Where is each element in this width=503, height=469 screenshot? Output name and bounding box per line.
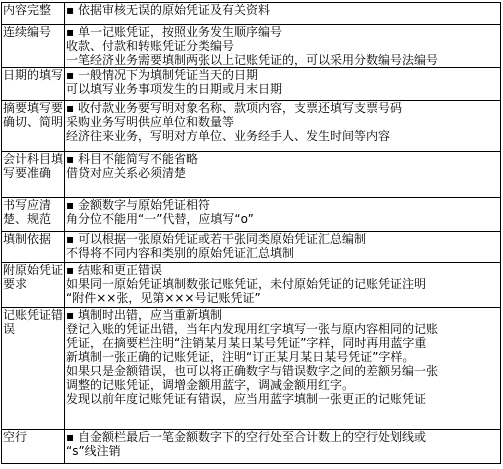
- content-line: 采购业务写明供应单位和数量等: [66, 115, 235, 129]
- content-line: 新填制一张正确的记账凭证，注明“订正某月某日某号凭证”字样。: [66, 350, 415, 364]
- voucher-rules-table: [1, 2, 501, 464]
- row-content: [65, 308, 501, 430]
- row-content: [65, 263, 501, 308]
- content-line: 不得将不同内容和类别的原始凭证汇总填制: [66, 246, 295, 260]
- content-line: ▪ 依据审核无误的原始凭证及有关资料: [66, 3, 270, 17]
- row-label: 空行: [2, 430, 65, 464]
- content-line: ▪ 单一记账凭证，按照业务发生顺序编号: [66, 25, 282, 39]
- row-label: 内容完整: [2, 3, 65, 25]
- content-line: 借贷对应关系必须清楚: [66, 166, 187, 180]
- table-row: [2, 152, 501, 198]
- content-line: ▪ 可以根据一张原始凭证或若干张同类原始凭证汇总编制: [66, 232, 366, 246]
- table-row: [2, 25, 501, 68]
- content-line: ▪ 金额数字与原始凭证相符: [66, 198, 210, 212]
- content-line: 可以填写业务事项发生的日期或月末日期: [66, 82, 283, 96]
- table-row: [2, 3, 501, 25]
- content-line: 调整的记账凭证，调增金额用蓝字，调减金额用红字。: [66, 378, 355, 392]
- content-line: “附件××张，见第×××号记账凭证”: [66, 291, 261, 305]
- row-label: 书写应清楚、规范: [2, 198, 65, 232]
- content-line: 经济往来业务，写明对方单位、业务经手人、发生时间等内容: [66, 129, 391, 143]
- content-line: “s”线注销: [66, 444, 121, 458]
- row-label: 摘要填写要确切、简明: [2, 101, 65, 152]
- table-row: [2, 308, 501, 430]
- content-line: 如果只是金额错误，也可以将正确数字与错误数字之间的差额另编一张: [66, 364, 439, 378]
- row-content: [65, 152, 501, 198]
- row-content: [65, 3, 501, 25]
- content-line: 如果同一原始凭证填制数张记账凭证，未付原始凭证的记账凭证注明: [66, 277, 427, 291]
- content-line: 角分位不能用“一”代替，应填写“o”: [66, 212, 254, 226]
- row-content: [65, 198, 501, 232]
- content-line: 凭证，在摘要栏注明“注销某月某日某号凭证”字样，同时再用蓝字重: [66, 336, 427, 350]
- row-label: 填制依据: [2, 232, 65, 263]
- row-label: 连续编号: [2, 25, 65, 68]
- content-line: ▪ 科目不能简写不能省略: [66, 152, 198, 166]
- row-label: 会计科目填写要准确: [2, 152, 65, 198]
- content-line: 一笔经济业务需要填制两张以上记账凭证的，可以采用分数编号法编号: [66, 53, 439, 67]
- table-row: [2, 430, 501, 464]
- content-line: ▪ 一般情况下为填制凭证当天的日期: [66, 68, 258, 82]
- table-row: [2, 198, 501, 232]
- table-row: [2, 101, 501, 152]
- content-line: 发现以前年度记账凭证有错误，应当用蓝字填制一张更正的记账凭证: [66, 392, 427, 406]
- row-label: 记账凭证错误: [2, 308, 65, 430]
- row-label: 日期的填写: [2, 68, 65, 101]
- table-row: [2, 68, 501, 101]
- content-line: ▪ 自金额栏最后一笔金额数字下的空行处至合计数上的空行处划线或: [66, 430, 426, 444]
- row-label: 附原始凭证要求: [2, 263, 65, 308]
- content-line: 登记入账的凭证出错，当年内发现用红字填写一张与原内容相同的记账: [66, 322, 439, 336]
- table-row: [2, 263, 501, 308]
- content-line: 收款、付款和转账凭证分类编号: [66, 39, 235, 53]
- row-content: [65, 430, 501, 464]
- row-content: [65, 101, 501, 152]
- row-content: [65, 25, 501, 68]
- row-content: [65, 68, 501, 101]
- content-line: ▪ 收付款业务要写明对象名称、款项内容，支票还填写支票号码: [66, 101, 402, 115]
- content-line: ▪ 结账和更正错误: [66, 263, 162, 277]
- content-line: ▪ 填制时出错，应当重新填制: [66, 308, 222, 322]
- row-content: [65, 232, 501, 263]
- table-row: [2, 232, 501, 263]
